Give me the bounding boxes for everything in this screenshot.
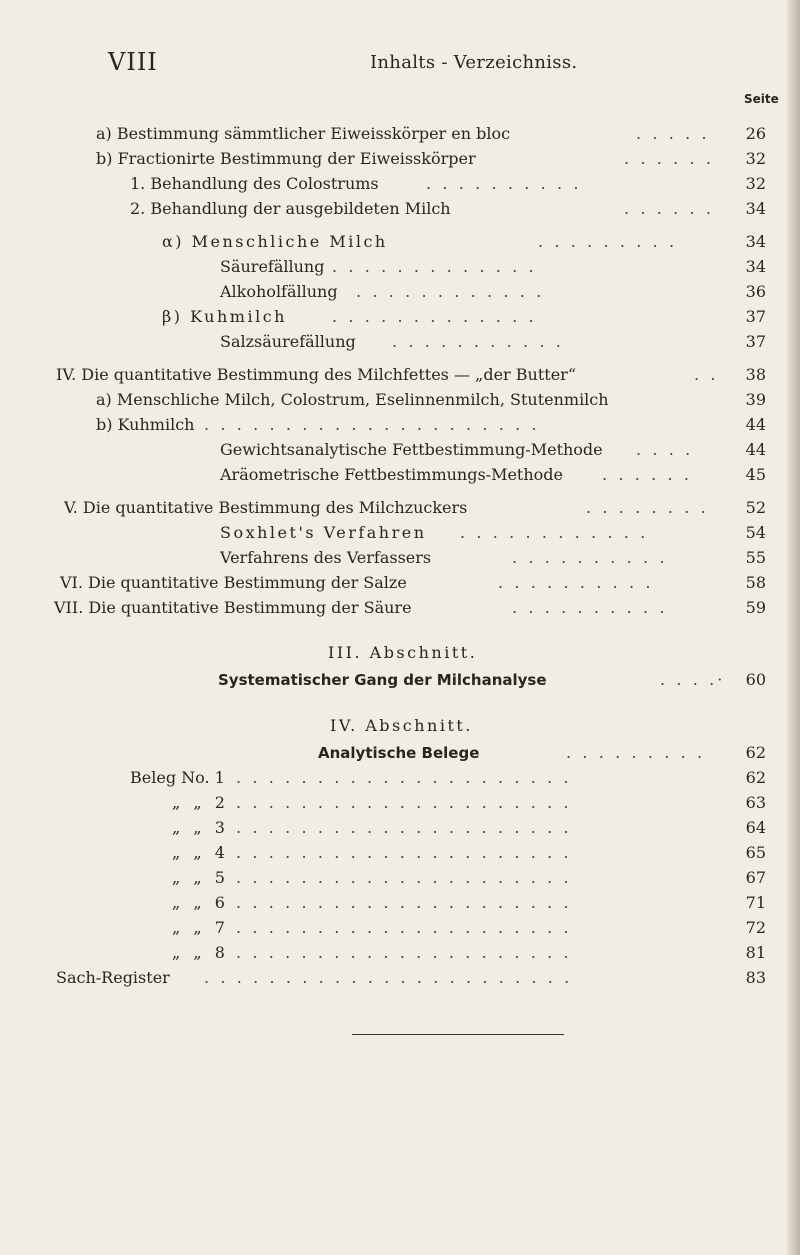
- toc-entry: [0, 255, 800, 279]
- toc-entry: [0, 521, 800, 545]
- toc-page-number: 59: [745, 598, 766, 617]
- toc-entry: [0, 330, 800, 354]
- toc-dot-leader: . . . . . . . . . .: [498, 573, 654, 592]
- toc-page-number: 44: [745, 440, 766, 459]
- page-number: VIII: [108, 48, 158, 76]
- toc-page-number: 37: [745, 307, 766, 326]
- toc-entry-label: Alkoholfällung: [220, 282, 338, 301]
- toc-page-number: 34: [745, 257, 766, 276]
- toc-dot-leader: . . . . . .: [602, 465, 693, 484]
- beleg-label: „ „ 3: [172, 818, 225, 837]
- beleg-entry: [0, 841, 800, 865]
- toc-dot-leader: . . . . . . . . . . . .: [356, 282, 545, 301]
- toc-dot-leader: . . . . . . . . . . . . . . . . . . . . .: [204, 415, 540, 434]
- toc-dot-leader: . . . . . . . . . . . . . . . . . . . . .: [236, 843, 572, 862]
- toc-page-number: 37: [745, 332, 766, 351]
- page-header: [0, 48, 800, 88]
- toc-dot-leader: . . . . . . . . . . . . .: [332, 257, 537, 276]
- toc-entry: [0, 966, 800, 990]
- toc-page-number: 72: [745, 918, 766, 937]
- toc-entry: [0, 122, 800, 146]
- toc-dot-leader: . . . . . . . . . . . . . . . . . . . . .: [236, 793, 572, 812]
- toc-entry-label: 1. Behandlung des Colostrums: [130, 174, 379, 193]
- toc-page-number: 45: [745, 465, 766, 484]
- toc-dot-leader: . . . . . . . .: [586, 498, 709, 517]
- beleg-entry: [0, 891, 800, 915]
- toc-entry-label: a) Menschliche Milch, Colostrum, Eselinnenmilch, Stutenmilch: [96, 390, 609, 409]
- toc-dot-leader: . . . . . . . . . . . . . . . . . . . . .: [236, 818, 572, 837]
- beleg-label: „ „ 2: [172, 793, 225, 812]
- toc-page-number: 60: [745, 670, 766, 689]
- toc-entry: [0, 197, 800, 221]
- toc-entry: [0, 388, 800, 412]
- toc-entry-label: VI. Die quantitative Bestimmung der Salze: [60, 573, 407, 592]
- toc-dot-leader: . . . . . . . . . . .: [392, 332, 564, 351]
- toc-entry: [0, 363, 800, 387]
- toc-page-number: 67: [745, 868, 766, 887]
- toc-entry-label: Säurefällung: [220, 257, 325, 276]
- toc-dot-leader: . . . . . . . . . . . . . . . . . . . . .: [236, 918, 572, 937]
- beleg-label: Beleg No. 1: [130, 768, 225, 787]
- toc-entry-label: β) Kuhmilch: [162, 307, 287, 326]
- toc-entry-label: α) Menschliche Milch: [162, 232, 388, 251]
- toc-page-number: 81: [745, 943, 766, 962]
- section-3-heading: III. Abschnitt.: [328, 643, 478, 662]
- toc-entry: [0, 596, 800, 620]
- beleg-label: „ „ 4: [172, 843, 225, 862]
- toc-entry: [0, 438, 800, 462]
- toc-dot-leader: . . . . . . . . . . . . . . . . . . . . .: [236, 893, 572, 912]
- toc-dot-leader: . . . . . . . . . . . . .: [332, 307, 537, 326]
- sach-register-label: Sach-Register: [56, 968, 170, 987]
- beleg-entry: [0, 816, 800, 840]
- toc-dot-leader: . . . .: [636, 440, 694, 459]
- toc-dot-leader: . . . . . . . . . . . . . . . . . . . . .: [236, 868, 572, 887]
- toc-page-number: 65: [745, 843, 766, 862]
- toc-entry-label: V. Die quantitative Bestimmung des Milchzuckers: [64, 498, 468, 517]
- toc-dot-leader: . . . . . . . . . .: [512, 598, 668, 617]
- running-head: Inhalts - Verzeichniss.: [370, 52, 578, 73]
- toc-entry: [0, 280, 800, 304]
- toc-dot-leader: . . . . . .: [624, 149, 715, 168]
- toc-entry: [0, 463, 800, 487]
- toc-entry-label: Systematischer Gang der Milchanalyse: [218, 671, 547, 689]
- toc-page-number: 26: [745, 124, 766, 143]
- toc-dot-leader: . . . . . . . . . . . . . . . . . . . . . . .: [204, 968, 573, 987]
- toc-page-number: 44: [745, 415, 766, 434]
- toc-page-number: 83: [745, 968, 766, 987]
- toc-entry: [0, 571, 800, 595]
- section-heading: [0, 714, 800, 738]
- toc-dot-leader: . . . . . . . . . . . .: [460, 523, 649, 542]
- closing-rule: [352, 1034, 564, 1035]
- toc-dot-leader: . .: [694, 365, 719, 384]
- toc-dot-leader: . . . . . . . . .: [538, 232, 678, 251]
- toc-dot-leader: . . . . . .: [624, 199, 715, 218]
- toc-page-number: 34: [745, 232, 766, 251]
- toc-entry-label: Aräometrische Fettbestimmungs-Methode: [220, 465, 564, 484]
- toc-entry-label: Salzsäurefällung: [220, 332, 356, 351]
- toc-entry-label: Soxhlet's Verfahren: [220, 523, 427, 542]
- toc-dot-leader: . . . . . . . . . . . . . . . . . . . . .: [236, 768, 572, 787]
- toc-page-number: 62: [745, 743, 766, 762]
- toc-entry: [0, 230, 800, 254]
- toc-entry-label: Analytische Belege: [318, 744, 480, 762]
- beleg-label: „ „ 5: [172, 868, 225, 887]
- beleg-entry: [0, 916, 800, 940]
- toc-page-number: 32: [745, 174, 766, 193]
- toc-page-number: 52: [745, 498, 766, 517]
- toc-entry: [0, 305, 800, 329]
- toc-entry: [0, 546, 800, 570]
- toc-entry-label: a) Bestimmung sämmtlicher Eiweisskörper en bloc: [96, 124, 511, 143]
- toc-dot-leader: . . . . . . . . . . . . . . . . . . . . .: [236, 943, 572, 962]
- toc-entry: [0, 668, 800, 692]
- beleg-label: „ „ 8: [172, 943, 225, 962]
- beleg-entry: [0, 866, 800, 890]
- section-4-heading: IV. Abschnitt.: [330, 716, 473, 735]
- toc-page-number: 63: [745, 793, 766, 812]
- toc-page-number: 38: [745, 365, 766, 384]
- toc-page-number: 39: [745, 390, 766, 409]
- toc-page-number: 64: [745, 818, 766, 837]
- toc-dot-leader: . . . . . . . . . .: [512, 548, 668, 567]
- toc-page-number: 62: [745, 768, 766, 787]
- seite-label: Seite: [744, 92, 779, 106]
- toc-entry-label: VII. Die quantitative Bestimmung der Säure: [54, 598, 412, 617]
- toc-page-number: 71: [745, 893, 766, 912]
- toc-page-number: 58: [745, 573, 766, 592]
- toc-entry-label: b) Fractionirte Bestimmung der Eiweisskörper: [96, 149, 476, 168]
- toc-dot-leader: . . . . .: [636, 124, 710, 143]
- toc-page-number: 55: [745, 548, 766, 567]
- toc-page-number: 32: [745, 149, 766, 168]
- toc-entry-label: b) Kuhmilch: [96, 415, 195, 434]
- toc-dot-leader: . . . . . . . . .: [566, 743, 706, 762]
- beleg-entry: [0, 941, 800, 965]
- beleg-label: „ „ 6: [172, 893, 225, 912]
- toc-entry-label: Verfahrens des Verfassers: [220, 548, 432, 567]
- beleg-label: „ „ 7: [172, 918, 225, 937]
- beleg-entry: [0, 766, 800, 790]
- toc-entry: [0, 147, 800, 171]
- toc-entry-label: Gewichtsanalytische Fettbestimmung-Methode: [220, 440, 603, 459]
- toc-entry: [0, 741, 800, 765]
- toc-page-number: 34: [745, 199, 766, 218]
- toc-dot-leader: . . . . . . . . . .: [426, 174, 582, 193]
- toc-entry: [0, 496, 800, 520]
- section-heading: [0, 641, 800, 665]
- toc-page-number: 36: [745, 282, 766, 301]
- beleg-entry: [0, 791, 800, 815]
- toc-page-number: 54: [745, 523, 766, 542]
- toc-entry-label: IV. Die quantitative Bestimmung des Milchfettes — „der Butter“: [56, 365, 577, 384]
- toc-dot-leader: . . . .·: [660, 670, 726, 689]
- toc-entry-label: 2. Behandlung der ausgebildeten Milch: [130, 199, 451, 218]
- toc-entry: [0, 172, 800, 196]
- toc-entry: [0, 413, 800, 437]
